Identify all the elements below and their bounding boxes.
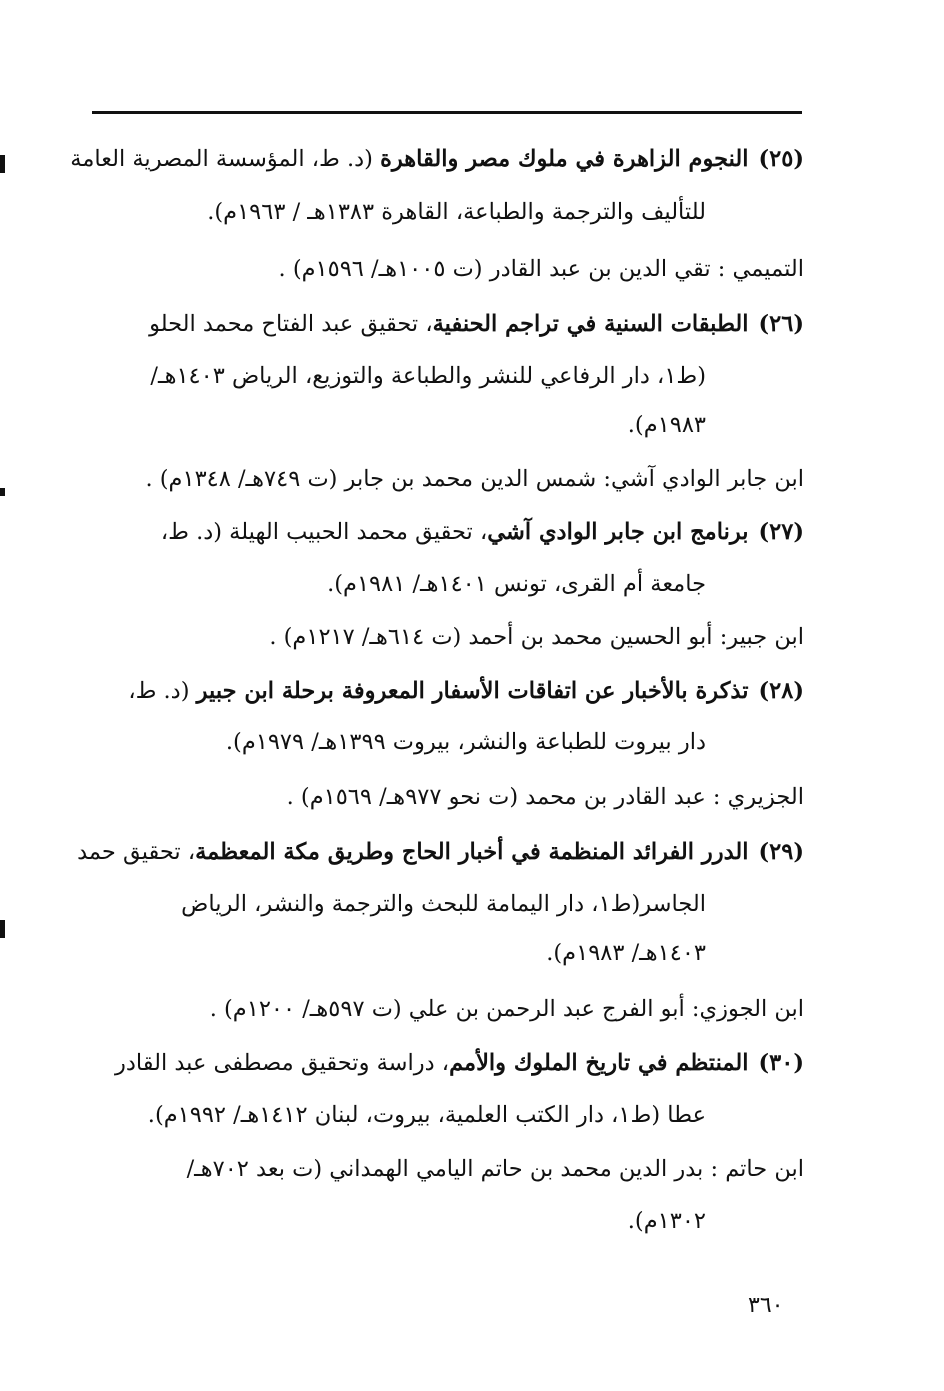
- scan-edge-mark: [0, 920, 5, 938]
- book-publication: ، تحقيق حمد: [77, 839, 196, 865]
- book-entry-27: [161, 521, 804, 544]
- book-entry-continuation: جامعة أم القرى، تونس ١٤٠١هـ/ ١٩٨١م).: [327, 571, 706, 597]
- book-entry-29: [77, 841, 804, 864]
- entry-number: (٢٧): [758, 519, 804, 545]
- book-entry-continuation: عطا (ط١، دار الكتب العلمية، بيروت، لبنان ١٤١٢هـ/ ١٩٩٢م).: [147, 1102, 706, 1128]
- book-entry-28: [128, 680, 804, 703]
- author-line: التميمي : تقي الدين بن عبد القادر (ت ١٠٠٥هـ/ ١٥٩٦م) .: [278, 256, 804, 282]
- author-line: ابن جبير: أبو الحسين محمد بن أحمد (ت ٦١٤هـ/ ١٢١٧م) .: [269, 624, 804, 650]
- entry-number: (٢٦): [758, 311, 804, 337]
- entry-number: (٢٨): [758, 678, 804, 704]
- book-entry-continuation: ١٩٨٣م).: [627, 412, 706, 438]
- header-rule: [92, 111, 802, 114]
- book-title: الطبقات السنية في تراجم الحنفية: [432, 311, 749, 337]
- book-title: النجوم الزاهرة في ملوك مصر والقاهرة: [380, 146, 749, 172]
- page-number: ٣٦٠: [748, 1293, 784, 1318]
- book-publication: (د. ط، المؤسسة المصرية العامة: [70, 146, 381, 172]
- author-line: ابن حاتم : بدر الدين محمد بن حاتم اليامي الهمداني (ت بعد ٧٠٢هـ/: [186, 1156, 804, 1182]
- book-title: تذكرة بالأخبار عن اتفاقات الأسفار المعروفة برحلة ابن جبير: [196, 678, 749, 704]
- book-title: المنتظم في تاريخ الملوك والأمم: [449, 1050, 749, 1076]
- scan-edge-mark: [0, 488, 5, 496]
- book-publication: ، تحقيق محمد الحبيب الهيلة (د. ط،: [160, 519, 488, 545]
- scan-edge-mark: [0, 155, 5, 173]
- book-title: الدرر الفرائد المنظمة في أخبار الحاج وطريق مكة المعظمة: [195, 839, 749, 865]
- author-line: ابن جابر الوادي آشي: شمس الدين محمد بن جابر (ت ٧٤٩هـ/ ١٣٤٨م) .: [145, 466, 804, 492]
- book-publication: ، دراسة وتحقيق مصطفى عبد القادر: [114, 1050, 450, 1076]
- book-entry-continuation: الجاسر(ط١، دار اليمامة للبحث والترجمة والنشر، الرياض: [181, 891, 706, 917]
- book-entry-26: [149, 313, 804, 336]
- book-publication: ، تحقيق عبد الفتاح محمد الحلو: [149, 311, 433, 337]
- book-entry-30: [115, 1052, 804, 1075]
- book-publication: (د. ط،: [128, 678, 197, 704]
- book-entry-continuation: ١٤٠٣هـ/ ١٩٨٣م).: [546, 940, 706, 966]
- author-line-continuation: ١٣٠٢م).: [627, 1208, 706, 1234]
- book-title: برنامج ابن جابر الوادي آشي: [487, 519, 749, 545]
- book-entry-continuation: (ط١، دار الرفاعي للنشر والطباعة والتوزيع، الرياض ١٤٠٣هـ/: [150, 363, 706, 389]
- book-entry-25: [70, 148, 804, 171]
- book-entry-continuation: دار بيروت للطباعة والنشر، بيروت ١٣٩٩هـ/ ١٩٧٩م).: [225, 729, 706, 755]
- entry-number: (٣٠): [758, 1050, 804, 1076]
- entry-number: (٢٩): [758, 839, 804, 865]
- author-line: الجزيري : عبد القادر بن محمد (ت نحو ٩٧٧هـ/ ١٥٦٩م) .: [286, 784, 804, 810]
- book-entry-continuation: للتأليف والترجمة والطباعة، القاهرة ١٣٨٣هـ / ١٩٦٣م).: [207, 199, 706, 225]
- entry-number: (٢٥): [758, 146, 804, 172]
- author-line: ابن الجوزي: أبو الفرج عبد الرحمن بن علي (ت ٥٩٧هـ/ ١٢٠٠م) .: [209, 996, 804, 1022]
